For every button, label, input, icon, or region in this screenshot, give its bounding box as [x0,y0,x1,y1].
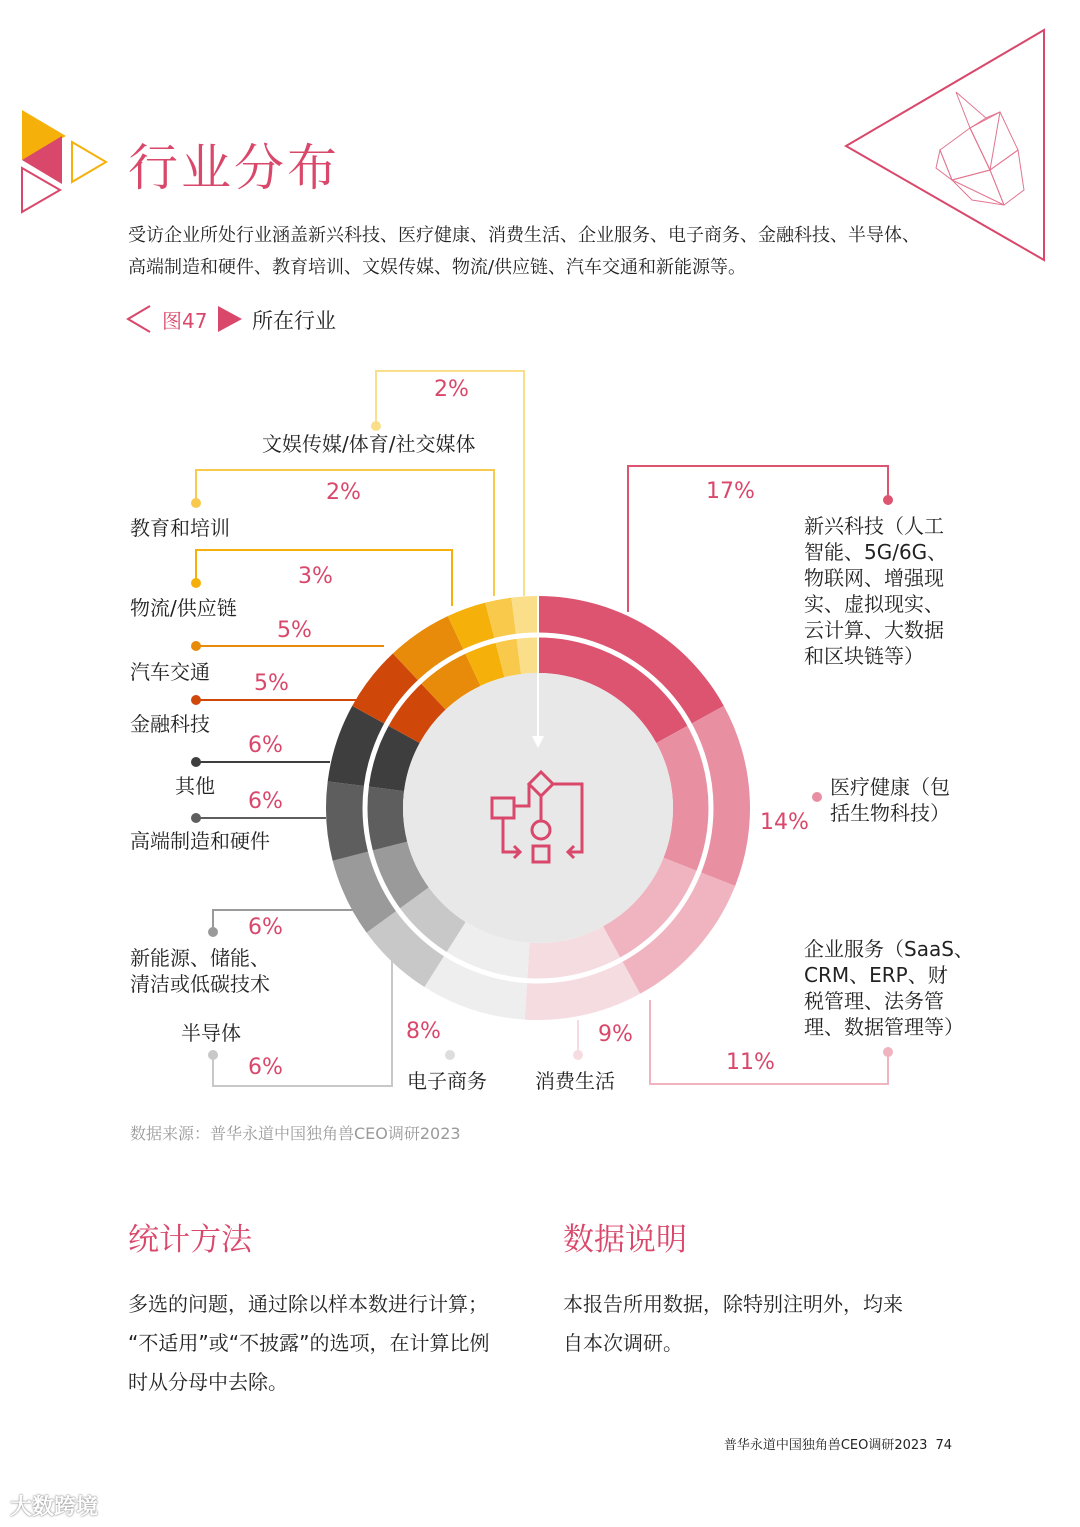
leader-dot [883,495,893,505]
category-label: 金融科技 [130,712,210,736]
footer-report-name: 普华永道中国独角兽CEO调研2023 [723,1438,928,1453]
category-label: 文娱传媒/体育/社交媒体 [262,432,476,456]
category-label: 和区块链等） [804,644,924,668]
category-label: 企业服务（SaaS、 [804,937,974,961]
category-label: 物流/供应链 [130,596,237,620]
percent-label: 11% [726,1050,775,1075]
percent-label: 14% [760,810,809,835]
percent-label: 5% [277,618,312,643]
category-label: 高端制造和硬件 [130,829,270,853]
percent-label: 6% [248,915,283,940]
category-label: 物联网、增强现 [804,566,944,590]
category-label: 智能、5G/6G、 [804,540,948,564]
leader-dot [445,1050,455,1060]
category-label: 云计算、大数据 [804,618,944,642]
data-note-title: 数据说明 [563,1222,687,1258]
method-line: 时从分母中去除。 [128,1370,288,1394]
leader-line [628,466,888,612]
category-label: CRM、ERP、财 [804,963,948,987]
leader-dot [208,927,218,937]
leader-line [213,910,360,932]
percent-label: 9% [598,1022,633,1047]
percent-label: 17% [706,479,755,504]
intro-line: 受访企业所处行业涵盖新兴科技、医疗健康、消费生活、企业服务、电子商务、金融科技、半导体、 [128,225,920,246]
percent-label: 8% [406,1019,441,1044]
category-label: 半导体 [181,1021,241,1045]
figure-title: 所在行业 [252,309,336,333]
category-label: 消费生活 [535,1069,615,1093]
percent-label: 2% [434,377,469,402]
percent-label: 5% [254,671,289,696]
leader-line [376,371,524,596]
footer [716,1434,952,1453]
leader-dot [191,578,201,588]
category-label: 教育和培训 [130,516,230,540]
category-label: 医疗健康（包 [830,775,950,799]
category-label: 括生物科技） [830,801,950,825]
method-title: 统计方法 [128,1222,252,1258]
leader-dot [191,695,201,705]
page-title: 行业分布 [128,139,340,197]
leader-dot [191,813,201,823]
category-label: 电子商务 [407,1069,487,1093]
leader-dot [191,757,201,767]
percent-label: 6% [248,789,283,814]
category-label: 新能源、储能、 [130,946,270,970]
percent-label: 6% [248,1055,283,1080]
category-label: 实、虚拟现实、 [804,592,944,616]
intro-line: 高端制造和硬件、教育培训、文娱传媒、物流/供应链、汽车交通和新能源等。 [128,257,747,278]
figure-number: 图47 [162,309,208,333]
leader-dot [191,498,201,508]
watermark: 大数跨境 [10,1495,99,1520]
leader-dot [812,792,822,802]
percent-label: 3% [298,564,333,589]
page-number: 74 [935,1438,952,1453]
data-note-body [563,1285,963,1363]
category-label: 其他 [175,774,215,798]
data-note-line: 本报告所用数据，除特别注明外，均来 [563,1292,903,1316]
category-label: 税管理、法务管 [804,989,944,1013]
leader-dot [371,421,381,431]
leader-dot [883,1047,893,1057]
category-label: 汽车交通 [130,660,210,684]
data-note-line: 自本次调研。 [563,1331,683,1355]
leader-dot [191,641,201,651]
leader-dot [573,1050,583,1060]
percent-label: 2% [326,480,361,505]
category-label: 清洁或低碳技术 [130,972,270,996]
data-source: 数据来源：普华永道中国独角兽CEO调研2023 [130,1124,461,1143]
method-line: 多选的问题，通过除以样本数进行计算； [128,1292,488,1316]
category-label: 理、数据管理等） [804,1015,964,1039]
method-line: “不适用”或“不披露”的选项，在计算比例 [128,1331,490,1355]
leader-dot [208,1050,218,1060]
category-label: 新兴科技（人工 [804,514,944,538]
percent-label: 6% [248,733,283,758]
method-body [128,1285,528,1402]
